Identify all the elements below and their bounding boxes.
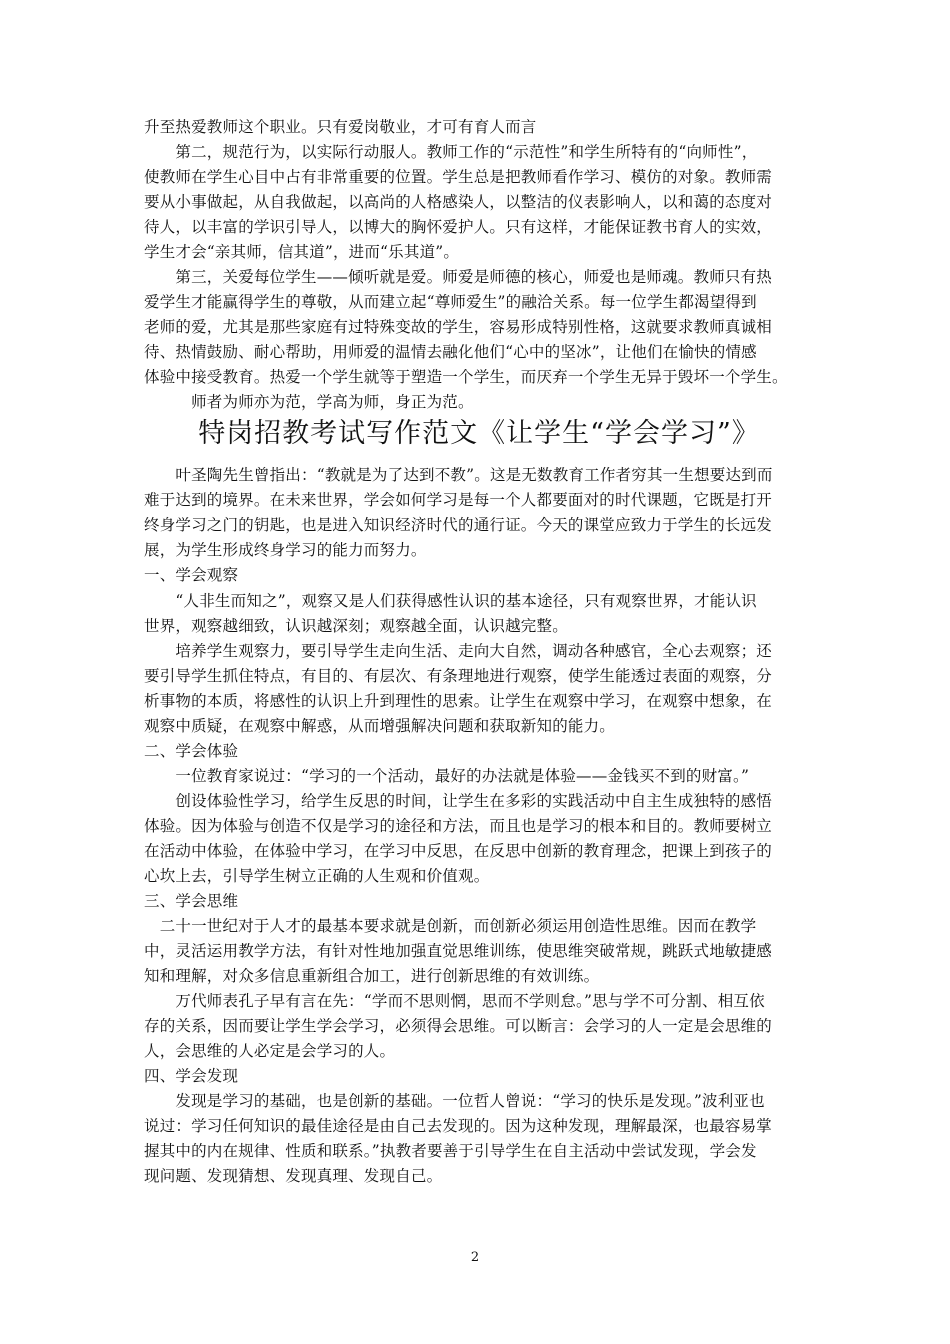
text-line: 老师的爱，尤其是那些家庭有过特殊变故的学生，容易形成特别性格，这就要求教师真诚相 <box>144 318 773 336</box>
section-heading: 一、学会观察 <box>144 566 239 584</box>
text-line: 师者为师亦为范，学高为师，身正为范。 <box>144 393 474 411</box>
text-line: 二十一世纪对于人才的最基本要求就是创新，而创新必须运用创造性思维。因而在教学 <box>144 917 757 935</box>
text-line: 万代师表孔子早有言在先：“学而不思则惘，思而不学则怠。”思与学不可分割、相互依 <box>144 992 765 1010</box>
text-line: “人非生而知之”，观察又是人们获得感性认识的基本途径，只有观察世界，才能认识 <box>144 592 757 610</box>
text-line: 体验。因为体验与创造不仅是学习的途径和方法，而且也是学习的根本和目的。教师要树立 <box>144 817 773 835</box>
text-line: 难于达到的境界。在未来世界，学会如何学习是每一个人都要面对的时代课题，它既是打开 <box>144 491 773 509</box>
text-line: 待人，以丰富的学识引导人，以博大的胸怀爱护人。只有这样，才能保证教书育人的实效， <box>144 218 773 236</box>
text-line: 叶圣陶先生曾指出：“教就是为了达到不教”。这是无数教育工作者穷其一生想要达到而 <box>144 466 773 484</box>
text-line: 使教师在学生心目中占有非常重要的位置。学生总是把教师看作学习、模仿的对象。教师需 <box>144 168 773 186</box>
text-line: 要从小事做起，从自我做起，以高尚的人格感染人，以整洁的仪表影响人，以和蔼的态度对 <box>144 193 773 211</box>
text-line: 学生才会“亲其师，信其道”，进而“乐其道”。 <box>144 243 460 261</box>
text-line: 心坎上去，引导学生树立正确的人生观和价值观。 <box>144 867 490 885</box>
text-line: 人，会思维的人必定是会学习的人。 <box>144 1042 396 1060</box>
text-line: 展，为学生形成终身学习的能力而努力。 <box>144 541 427 559</box>
text-line: 终身学习之门的钥匙，也是进入知识经济时代的通行证。今天的课堂应致力于学生的长远发 <box>144 516 773 534</box>
text-line: 握其中的内在规律、性质和联系。”执教者要善于引导学生在自主活动中尝试发现，学会发 <box>144 1142 757 1160</box>
text-line: 体验中接受教育。热爱一个学生就等于塑造一个学生，而厌弃一个学生无异于毁坏一个学生。 <box>144 368 788 386</box>
text-line: 说过：学习任何知识的最佳途径是由自己去发现的。因为这种发现，理解最深，也最容易掌 <box>144 1117 773 1135</box>
page-number: 2 <box>470 1250 480 1265</box>
section-heading: 二、学会体验 <box>144 742 239 760</box>
text-line: 升至热爱教师这个职业。只有爱岗敬业，才可有育人而言 <box>144 118 537 136</box>
text-line: 现问题、发现猜想、发现真理、发现自己。 <box>144 1167 443 1185</box>
text-line: 一位教育家说过：“学习的一个活动，最好的办法就是体验——金钱买不到的财富。” <box>144 767 750 785</box>
text-line: 在活动中体验，在体验中学习，在学习中反思，在反思中创新的教育理念，把课上到孩子的 <box>144 842 773 860</box>
section-heading: 三、学会思维 <box>144 892 239 910</box>
text-line: 知和理解，对众多信息重新组合加工，进行创新思维的有效训练。 <box>144 967 600 985</box>
text-line: 第二，规范行为，以实际行动服人。教师工作的“示范性”和学生所特有的“向师性”， <box>144 143 758 161</box>
section-heading: 四、学会发现 <box>144 1067 239 1085</box>
text-line: 存的关系，因而要让学生学会学习，必须得会思维。可以断言：会学习的人一定是会思维的 <box>144 1017 773 1035</box>
text-line: 培养学生观察力，要引导学生走向生活、走向大自然，调动各种感官，全心去观察；还 <box>144 642 773 660</box>
text-line: 析事物的本质，将感性的认识上升到理性的思索。让学生在观察中学习，在观察中想象，在 <box>144 692 773 710</box>
text-line: 世界，观察越细致，认识越深刻；观察越全面，认识越完整。 <box>144 617 568 635</box>
text-line: 要引导学生抓住特点，有目的、有层次、有条理地进行观察，使学生能透过表面的观察，分 <box>144 667 773 685</box>
text-line: 爱学生才能赢得学生的尊敬，从而建立起“尊师爱生”的融洽关系。每一位学生都渴望得到 <box>144 293 757 311</box>
text-line: 发现是学习的基础，也是创新的基础。一位哲人曾说：“学习的快乐是发现。”波利亚也 <box>144 1092 765 1110</box>
text-line: 待、热情鼓励、耐心帮助，用师爱的温情去融化他们“心中的坚冰”，让他们在愉快的情感 <box>144 343 757 361</box>
article-title: 特岗招教考试写作范文《让学生“学会学习”》 <box>198 418 760 449</box>
text-line: 观察中质疑，在观察中解惑，从而增强解决问题和获取新知的能力。 <box>144 717 616 735</box>
text-line: 创设体验性学习，给学生反思的时间，让学生在多彩的实践活动中自主生成独特的感悟 <box>144 792 773 810</box>
text-line: 第三，关爱每位学生——倾听就是爱。师爱是师德的核心，师爱也是师魂。教师只有热 <box>144 268 773 286</box>
text-line: 中，灵活运用教学方法，有针对性地加强直觉思维训练，使思维突破常规，跳跃式地敏捷感 <box>144 942 773 960</box>
